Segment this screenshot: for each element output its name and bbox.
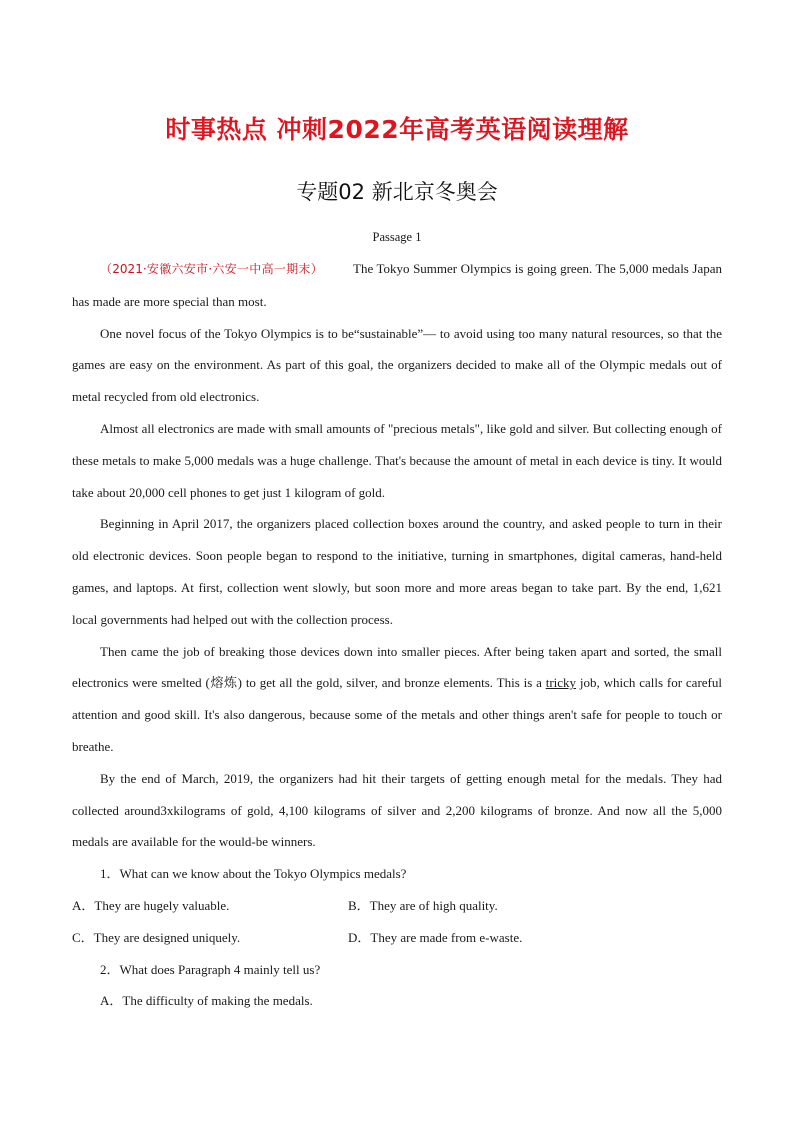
paragraph-5 xyxy=(72,636,722,763)
underlined-word: tricky xyxy=(545,675,577,691)
question-1: 1．What can we know about the Tokyo Olympics medals? xyxy=(100,866,407,882)
option-d: D．They are made from e-waste. xyxy=(348,929,523,945)
option-b: B．They are of high quality. xyxy=(348,897,498,913)
source-note: （2021·安徽六安市·六安一中高一期末） xyxy=(100,262,323,276)
paragraph-1 xyxy=(72,253,722,318)
document-title: 时事热点 冲刺2022年高考英语阅读理解 xyxy=(165,115,629,144)
question-1-options-row-1 xyxy=(72,890,722,922)
question-2: 2．What does Paragraph 4 mainly tell us? xyxy=(100,961,321,977)
paragraph-5-part-a: Then came the job of breaking those devices down into smaller pieces. After being taken apart and sorted, the small electronics were smelted (熔炼) to get all the gold, silver, and bronze elements. This is a xyxy=(72,643,722,691)
document-subtitle: 专题02 新北京冬奥会 xyxy=(296,180,498,204)
paragraph-3: Almost all electronics are made with small amounts of "precious metals", like gold and silver. But collecting enough of these metals to make 5,000 medals was a huge challenge. That's because the amount of metal in each device is tiny. It would take about 20,000 cell phones to get just 1 kilogram of gold. xyxy=(72,420,722,500)
option-a: A．They are hugely valuable. xyxy=(72,897,230,913)
option-c: C．They are designed uniquely. xyxy=(72,929,241,945)
question-1-options-row-2 xyxy=(72,922,722,954)
paragraph-2: One novel focus of the Tokyo Olympics is to be“sustainable”— to avoid using too many natural resources, so that the games are easy on the environment. As part of this goal, the organizers decided to make all of the Olympic medals out of metal recycled from old electronics. xyxy=(72,325,722,405)
question-2-option-a: A．The difficulty of making the medals. xyxy=(100,993,313,1009)
paragraph-4: Beginning in April 2017, the organizers placed collection boxes around the country, and asked people to turn in their old electronic devices. Soon people began to respond to the initiative, turning in smartphones, digital cameras, hand-held games, and laptops. At first, collection went slowly, but soon more and more areas began to take part. By the end, 1,621 local governments had helped out with the collection process. xyxy=(72,516,722,627)
passage-body xyxy=(72,253,722,1017)
paragraph-1-text: The Tokyo Summer Olympics is going green. The 5,000 medals Japan has made are more special than most. xyxy=(72,261,723,309)
paragraph-6: By the end of March, 2019, the organizers had hit their targets of getting enough metal for the medals. They had collected around3xkilograms of gold, 4,100 kilograms of silver and 2,200 kilograms of bronze. And now all the 5,000 medals are available for the would-be winners. xyxy=(72,770,722,850)
passage-label: Passage 1 xyxy=(372,230,422,244)
paragraph-5-part-b: job, which calls for careful attention and good skill. It's also dangerous, because some of the metals and other things aren't safe for people to touch or breathe. xyxy=(72,675,722,754)
